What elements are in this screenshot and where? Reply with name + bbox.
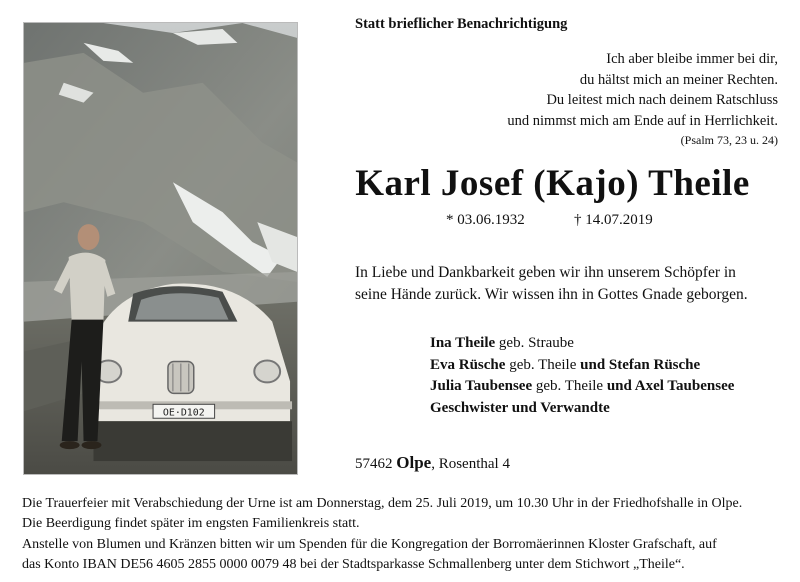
mourner-name: Eva Rüsche [430, 356, 506, 373]
tribute-text [355, 262, 785, 306]
footer-line: Die Trauerfeier mit Verabschiedung der Urne ist am Donnerstag, dem 25. Juli 2019, um 10.30 Uhr in der Friedhofshalle in Olpe. [22, 496, 743, 511]
license-plate: OE·D102 [162, 407, 205, 419]
family-address [355, 453, 510, 473]
poem-line: und nimmst mich am Ende auf in Herrlichkeit. [507, 112, 778, 129]
footer-line: Die Beerdigung findet später im engsten Familienkreis statt. [22, 516, 360, 532]
footer-line: Anstelle von Blumen und Kränzen bitten wir um Spenden für die Kongregation der Borromäerinnen Kloster Grafschaft, auf [22, 536, 717, 552]
address-city: Olpe [396, 453, 432, 472]
portrait-photo [23, 22, 298, 475]
poem-source: (Psalm 73, 23 u. 24) [680, 133, 778, 147]
mourner-name: Geschwister und Verwandte [430, 399, 610, 416]
mourner-row [430, 355, 734, 377]
notice-heading: Statt brieflicher Benachrichtigung [355, 16, 568, 32]
psalm-quote [358, 49, 778, 149]
address-postcode: 57462 [355, 456, 393, 472]
mourner-nee: geb. Straube [498, 335, 574, 351]
mourner-nee: geb. Theile [509, 356, 577, 373]
mourner-row [430, 333, 734, 355]
birth-date: * 03.06.1932 [446, 212, 525, 228]
photo-illustration [24, 23, 297, 474]
mourner-nee: geb. Theile [535, 378, 604, 394]
mourner-row [430, 398, 734, 420]
poem-line: Ich aber bleibe immer bei dir, [606, 51, 778, 67]
mourners-list [430, 333, 734, 419]
poem-line: du hältst mich an meiner Rechten. [579, 71, 778, 88]
tribute-line: In Liebe und Dankbarkeit geben wir ihn unserem Schöpfer in [355, 264, 736, 281]
tribute-line: seine Hände zurück. Wir wissen ihn in Gottes Gnade geborgen. [355, 286, 748, 303]
address-street: , Rosenthal 4 [431, 456, 510, 472]
death-date: † 14.07.2019 [574, 212, 653, 228]
mourner-row [430, 376, 734, 398]
mourner-partner: und Axel Taubensee [606, 378, 735, 394]
service-details [22, 494, 792, 575]
poem-line: Du leitest mich nach deinem Ratschluss [546, 92, 778, 108]
deceased-name: Karl Josef (Kajo) Theile [355, 163, 750, 204]
footer-line: das Konto IBAN DE56 4605 2855 0000 0079 48 bei der Stadtsparkasse Schmallenberg unter dem Stichwort „Theile“. [22, 556, 685, 572]
mourner-name: Ina Theile [430, 335, 496, 351]
mourner-partner: und Stefan Rüsche [580, 356, 701, 373]
mourner-name: Julia Taubensee [430, 378, 533, 394]
